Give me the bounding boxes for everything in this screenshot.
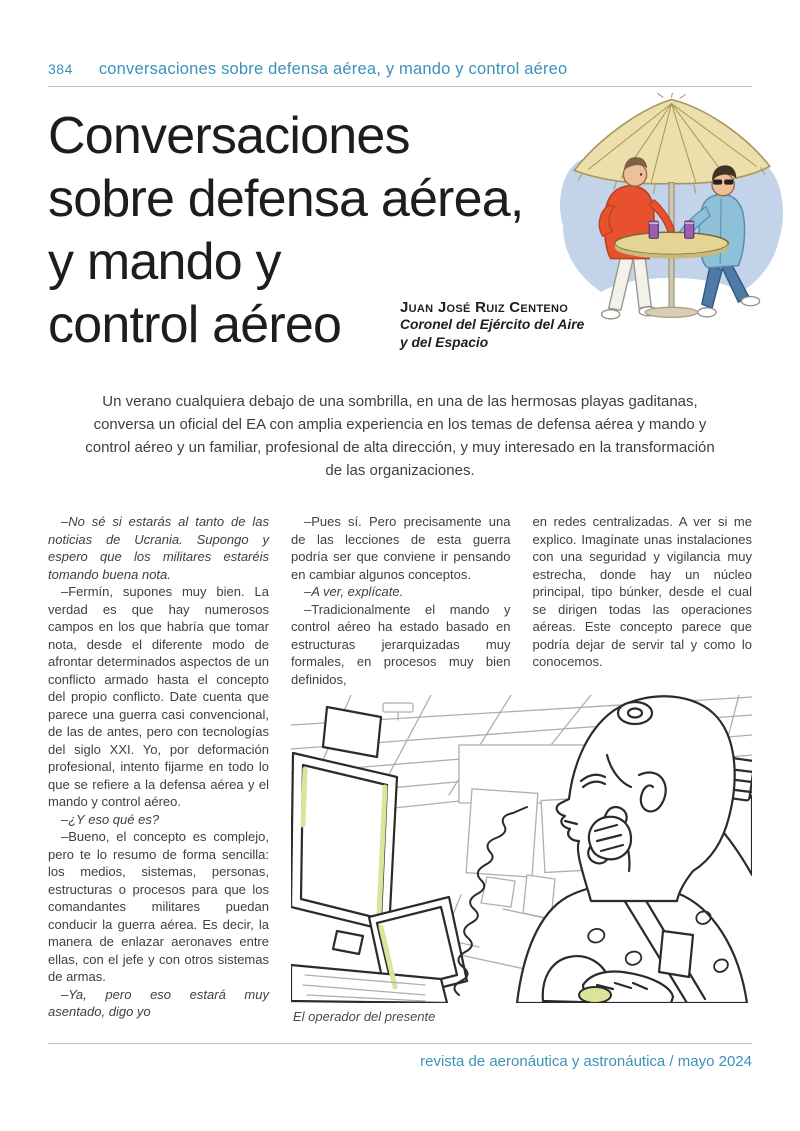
article-body (48, 513, 752, 1024)
title-line: control aéreo (48, 296, 342, 354)
article-column-1 (48, 513, 269, 1024)
paragraph: –Fermín, supones muy bien. La verdad es que hay numerosos campos en los que habría que tomar nota, desde el diferente modo de afrontar determinados aspectos de un conflicto armado hasta el concepto del propio conflicto. Date cuenta que parece una guerra casi convencional, de las de antes, pero con tecnologías del siglo XXI. Yo, por deformación profesional, intento fijarme en todo lo que se refiere a la defensa aérea y el mando y control aéreo. (48, 584, 269, 809)
page-header (48, 0, 752, 87)
footer-text: revista de aeronáutica y astronáutica / mayo 2024 (420, 1053, 752, 1070)
author-name: Juan José Ruiz Centeno (400, 299, 569, 316)
paragraph: –Ya, pero eso estará muy asentado, digo yo (48, 986, 269, 1019)
paragraph: –No sé si estarás al tanto de las noticias de Ucrania. Supongo y espero que los militares estaréis tomando buena nota. (48, 514, 269, 582)
author-role: y del Espacio (400, 335, 489, 350)
paragraph: –Pues sí. Pero precisamente una de las lecciones de esta guerra podría ser que conviene ir pensando en cambiar algunos conceptos. (291, 514, 511, 582)
title-line: Conversaciones (48, 107, 410, 165)
paragraph: en redes centralizadas. A ver si me explico. Imagínate unas instalaciones con una seguridad y vigilancia muy estrecha, donde hay un núcleo principal, tipo búnker, desde el cual se dirigen todas las operaciones aéreas. Este concepto parece que podría dejar de servir tal y como lo conocemos. (532, 514, 752, 669)
title-block (48, 105, 752, 363)
article-right-area (291, 513, 752, 1024)
header-title: conversaciones sobre defensa aérea, y mando y control aéreo (98, 60, 568, 78)
operator-line-art (291, 695, 752, 1003)
article-column-2 (291, 513, 511, 690)
paragraph: –¿Y eso qué es? (61, 811, 160, 827)
title-line: sobre defensa aérea, (48, 170, 524, 228)
illustration-caption: El operador del presente (293, 1009, 436, 1024)
paragraph: –A ver, explícate. (304, 584, 404, 599)
title-line: y mando y (48, 233, 281, 291)
paragraph: –Bueno, el concepto es complejo, pero te lo resumo de forma sencilla: los medios, sistemas, personas, estructuras o procesos para que los comandantes militares puedan conducir la guerra aérea. Es decir, la manera de enlazar aeronaves entre ellas, con el jefe y con otros sistemas de armas. (48, 829, 269, 984)
umbrella-illustration (558, 93, 786, 337)
operator-illustration (291, 695, 752, 1024)
intro-paragraph: Un verano cualquiera debajo de una sombrilla, en una de las hermosas playas gaditanas, conversa un oficial del EA con amplia experiencia en los temas de defensa aérea y mando y control aéreo y un familiar, profesional de alta dirección, y muy interesado en la transformación de las organizaciones. (85, 393, 715, 479)
page-footer (48, 1043, 752, 1070)
beach-umbrella-icon (558, 93, 786, 337)
paragraph: –Tradicionalmente el mando y control aéreo ha estado basado en estructuras jerarquizadas muy formales, en procesos muy bien definidos, (291, 601, 511, 687)
columns-2-3 (291, 513, 752, 690)
author-role: Coronel del Ejército del Aire (400, 317, 585, 332)
page-number: 384 (48, 61, 73, 77)
article-column-3 (533, 513, 753, 690)
